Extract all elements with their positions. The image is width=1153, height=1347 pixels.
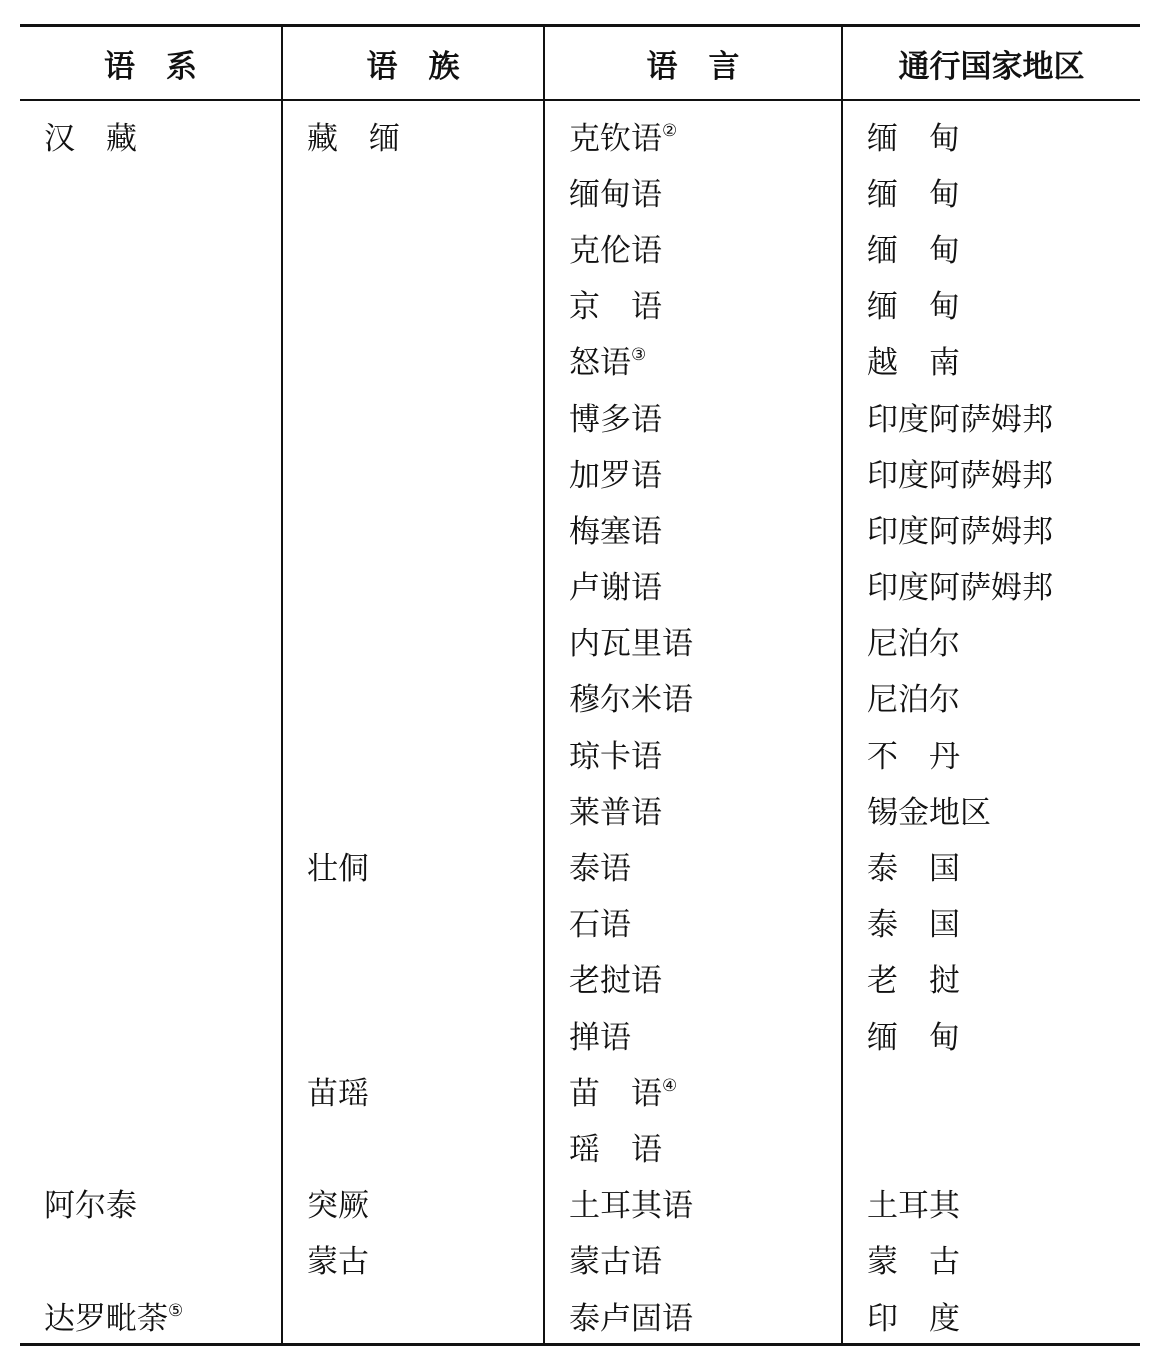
cell-region: 蒙 古 — [842, 1231, 1140, 1287]
cell-region — [842, 1118, 1140, 1174]
footnote-marker: ② — [662, 120, 678, 141]
cell-language-family — [20, 276, 282, 332]
language-text: 卢谢语 — [569, 570, 662, 607]
language-table — [20, 24, 1140, 1346]
cell-region: 土耳其 — [842, 1175, 1140, 1231]
language-text: 泰卢固语 — [569, 1300, 693, 1337]
cell-language — [544, 669, 842, 725]
cell-language-family — [20, 669, 282, 725]
cell-language-branch: 壮侗 — [282, 837, 544, 893]
cell-region: 缅 甸 — [842, 163, 1140, 219]
cell-language — [544, 219, 842, 275]
language-text: 缅甸语 — [569, 176, 662, 213]
header-language-branch: 语 族 — [282, 26, 544, 101]
cell-language — [544, 781, 842, 837]
cell-language-branch — [282, 500, 544, 556]
table-row — [20, 950, 1140, 1006]
header-row — [20, 26, 1140, 101]
language-text: 苗 语 — [569, 1075, 662, 1112]
cell-language-family — [20, 163, 282, 219]
cell-language-family — [20, 725, 282, 781]
cell-language-family — [20, 1006, 282, 1062]
cell-language-family — [20, 100, 282, 163]
header-region: 通行国家地区 — [842, 26, 1140, 101]
language-text: 土耳其语 — [569, 1188, 693, 1225]
cell-language-branch: 藏 缅 — [282, 100, 544, 163]
table-row — [20, 1006, 1140, 1062]
cell-language — [544, 276, 842, 332]
table-row — [20, 894, 1140, 950]
cell-language — [544, 1175, 842, 1231]
language-text: 克伦语 — [569, 232, 662, 269]
cell-language — [544, 557, 842, 613]
header-language-family: 语 系 — [20, 26, 282, 101]
table-body — [20, 100, 1140, 1345]
cell-language-branch — [282, 557, 544, 613]
language-family-text: 汉 藏 — [44, 120, 137, 157]
cell-language-family — [20, 613, 282, 669]
cell-language — [544, 894, 842, 950]
cell-language-family — [20, 950, 282, 1006]
language-text: 瑶 语 — [569, 1131, 662, 1168]
language-text: 琼卡语 — [569, 738, 662, 775]
language-text: 加罗语 — [569, 457, 662, 494]
cell-language — [544, 1231, 842, 1287]
cell-language — [544, 163, 842, 219]
cell-region: 泰 国 — [842, 894, 1140, 950]
table-row — [20, 837, 1140, 893]
cell-language-branch — [282, 669, 544, 725]
cell-language-family — [20, 781, 282, 837]
table-row — [20, 1175, 1140, 1231]
language-text: 石语 — [569, 907, 631, 944]
table-row — [20, 1062, 1140, 1118]
footnote-marker: ④ — [662, 1076, 678, 1096]
footnote-marker: ⑤ — [168, 1300, 184, 1321]
table-row — [20, 1287, 1140, 1345]
table-row — [20, 163, 1140, 219]
cell-language-family — [20, 1118, 282, 1174]
cell-region — [842, 1062, 1140, 1118]
cell-language-family — [20, 500, 282, 556]
language-family-text: 阿尔泰 — [44, 1188, 137, 1225]
language-text: 莱普语 — [569, 794, 662, 831]
cell-language-branch: 突厥 — [282, 1175, 544, 1231]
language-text: 内瓦里语 — [569, 626, 693, 663]
cell-language-family — [20, 894, 282, 950]
cell-language-branch — [282, 219, 544, 275]
cell-language — [544, 100, 842, 163]
table-row — [20, 725, 1140, 781]
language-text: 泰语 — [569, 851, 631, 888]
cell-language — [544, 1287, 842, 1345]
cell-language-branch — [282, 1006, 544, 1062]
table-row — [20, 1118, 1140, 1174]
cell-language-family — [20, 219, 282, 275]
cell-language-branch — [282, 1287, 544, 1345]
language-text: 京 语 — [569, 289, 662, 326]
cell-language — [544, 950, 842, 1006]
language-family-text: 达罗毗荼 — [44, 1300, 168, 1337]
table-row — [20, 557, 1140, 613]
cell-language-branch: 苗瑶 — [282, 1062, 544, 1118]
cell-region: 缅 甸 — [842, 219, 1140, 275]
cell-language-family — [20, 557, 282, 613]
cell-region: 不 丹 — [842, 725, 1140, 781]
table-row — [20, 613, 1140, 669]
cell-language — [544, 1118, 842, 1174]
table-row — [20, 332, 1140, 388]
language-text: 老挝语 — [569, 963, 662, 1000]
cell-language — [544, 725, 842, 781]
table-row — [20, 500, 1140, 556]
cell-language — [544, 332, 842, 388]
cell-language — [544, 444, 842, 500]
cell-language-branch — [282, 1118, 544, 1174]
cell-region: 印度阿萨姆邦 — [842, 500, 1140, 556]
cell-language-branch — [282, 163, 544, 219]
cell-region: 老 挝 — [842, 950, 1140, 1006]
table-row — [20, 276, 1140, 332]
cell-language-family — [20, 837, 282, 893]
table-header — [20, 26, 1140, 101]
cell-region: 印 度 — [842, 1287, 1140, 1345]
cell-language-branch — [282, 613, 544, 669]
cell-language-family — [20, 1287, 282, 1345]
cell-region: 越 南 — [842, 332, 1140, 388]
table-row — [20, 219, 1140, 275]
cell-language-branch — [282, 276, 544, 332]
cell-region: 尼泊尔 — [842, 669, 1140, 725]
cell-language — [544, 1006, 842, 1062]
cell-language — [544, 1062, 842, 1118]
cell-language-branch — [282, 781, 544, 837]
cell-language-family — [20, 388, 282, 444]
cell-language-family — [20, 1175, 282, 1231]
cell-language-branch: 蒙古 — [282, 1231, 544, 1287]
cell-region: 缅 甸 — [842, 1006, 1140, 1062]
cell-language-branch — [282, 894, 544, 950]
cell-language-branch — [282, 725, 544, 781]
cell-region: 尼泊尔 — [842, 613, 1140, 669]
header-language: 语 言 — [544, 26, 842, 101]
cell-language-family — [20, 1231, 282, 1287]
table-row — [20, 1231, 1140, 1287]
cell-language-branch — [282, 388, 544, 444]
cell-region: 印度阿萨姆邦 — [842, 444, 1140, 500]
language-text: 掸语 — [569, 1019, 631, 1056]
language-text: 博多语 — [569, 401, 662, 438]
cell-language-family — [20, 1062, 282, 1118]
cell-language — [544, 613, 842, 669]
cell-language-branch — [282, 332, 544, 388]
cell-language-family — [20, 444, 282, 500]
cell-language — [544, 388, 842, 444]
table-row — [20, 388, 1140, 444]
language-text: 穆尔米语 — [569, 682, 693, 719]
cell-language-branch — [282, 444, 544, 500]
language-text: 怒语 — [569, 345, 631, 382]
footnote-marker: ③ — [631, 345, 647, 366]
cell-language-branch — [282, 950, 544, 1006]
cell-region: 缅 甸 — [842, 276, 1140, 332]
table-row — [20, 100, 1140, 163]
cell-region: 缅 甸 — [842, 100, 1140, 163]
cell-region: 印度阿萨姆邦 — [842, 557, 1140, 613]
document-page — [20, 24, 1140, 1342]
language-text: 克钦语 — [569, 120, 662, 157]
table-row — [20, 444, 1140, 500]
cell-language-family — [20, 332, 282, 388]
cell-region: 锡金地区 — [842, 781, 1140, 837]
cell-region: 印度阿萨姆邦 — [842, 388, 1140, 444]
table-row — [20, 781, 1140, 837]
cell-language — [544, 500, 842, 556]
language-text: 梅塞语 — [569, 513, 662, 550]
cell-region: 泰 国 — [842, 837, 1140, 893]
table-row — [20, 669, 1140, 725]
cell-language — [544, 837, 842, 893]
language-text: 蒙古语 — [569, 1244, 662, 1281]
